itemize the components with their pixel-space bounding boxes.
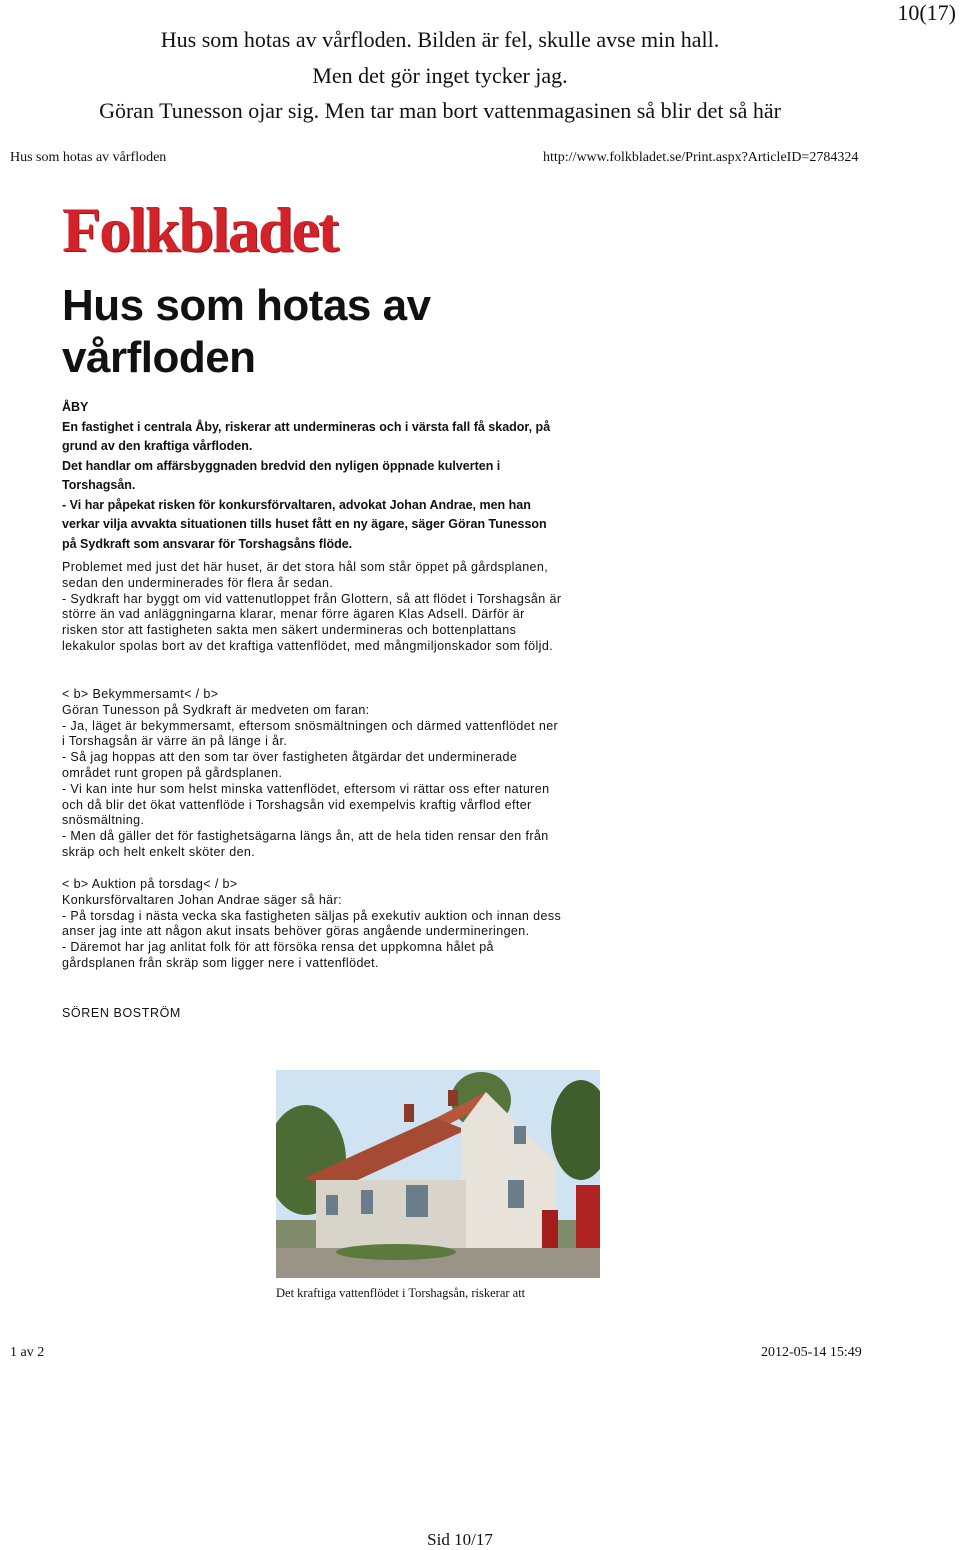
article-body-section-3 xyxy=(62,877,562,972)
body-paragraph: Problemet med just det här huset, är det stora hål som står öppet på gårdsplanen, sedan den underminerades för flera år sedan. xyxy=(62,560,549,590)
lead-paragraph: - Vi har påpekat risken för konkursförvaltaren, advokat Johan Andrae, men han verkar vilja avvakta situationen tills huset fått en ny ägare, säger Göran Tunesson på Sydkraft som ansvarar för Torshagsåns flöde. xyxy=(62,497,547,551)
note-line-2: Men det gör inget tycker jag. xyxy=(312,63,568,88)
print-footer-page: 1 av 2 xyxy=(10,1345,45,1360)
lead-paragraph: Det handlar om affärsbyggnaden bredvid den nyligen öppnade kulverten i Torshagsån. xyxy=(62,458,501,492)
body-paragraph: Göran Tunesson på Sydkraft är medveten om faran: xyxy=(62,702,370,717)
note-line-1: Hus som hotas av vårfloden. Bilden är fel, skulle avse min hall. xyxy=(160,27,720,52)
article-byline: SÖREN BOSTRÖM xyxy=(62,1006,181,1020)
note-line-3: Göran Tunesson ojar sig. Men tar man bort vattenmagasinen så blir det så här xyxy=(99,98,781,123)
headline-line-2: vårfloden xyxy=(62,333,256,382)
document-page-footer: Sid 10/17 xyxy=(427,1530,493,1549)
body-paragraph: - Så jag hoppas att den som tar över fastigheten åtgärdar det underminerade området runt gropen på gårdsplanen. xyxy=(62,750,518,780)
folkbladet-logo: Folkbladet xyxy=(62,194,338,265)
section-subheading: < b> Auktion på torsdag< / b> xyxy=(62,877,238,891)
body-paragraph: Konkursförvaltaren Johan Andrae säger så här: xyxy=(62,892,342,907)
body-paragraph: - På torsdag i nästa vecka ska fastigheten säljas på exekutiv auktion och innan dess anser jag inte att någon akut insats behöver göras angående undermineringen. xyxy=(62,908,562,939)
photo-caption: Det kraftiga vattenflödet i Torshagsån, riskerar att xyxy=(276,1286,526,1300)
body-paragraph: - Sydkraft har byggt om vid vattenutloppet från Glottern, så att flödet i Torshagsån är större än vad anläggningarna klarar, menar förre ägaren Klas Adsell. Därför är risken stor att fastigheten sakta men säkert undermineras och bottenplattans lekakulor spolas bort av det kraftiga vattenflödet, med mångmiljonskador som följd. xyxy=(62,591,562,653)
body-paragraph: - Ja, läget är bekymmersamt, eftersom snösmältningen och därmed vattenflödet ner i Torshagsån är värre än på länge i år. xyxy=(62,718,559,749)
print-header-title: Hus som hotas av vårfloden xyxy=(10,150,167,165)
article-body-section-2 xyxy=(62,687,562,861)
body-paragraph: - Vi kan inte hur som helst minska vattenflödet, eftersom vi rättar oss efter naturen och då blir det ökat vattenflöde i Torshagsån vid exempelvis kraftig vårflod efter snösmältning. xyxy=(62,781,550,828)
section-subheading: < b> Bekymmersamt< / b> xyxy=(62,687,219,701)
body-paragraph: - Däremot har jag anlitat folk för att försöka rensa det uppkomna hålet på gårdsplanen från skräp som ligger nere i vattenflödet. xyxy=(62,940,494,970)
print-header-url[interactable]: http://www.folkbladet.se/Print.aspx?ArticleID=2784324 xyxy=(543,150,859,165)
lead-paragraph: En fastighet i centrala Åby, riskerar att undermineras och i värsta fall få skador, på grund av den kraftiga vårfloden. xyxy=(62,419,551,453)
article-body-section-1 xyxy=(62,560,562,655)
print-footer-datetime: 2012-05-14 15:49 xyxy=(761,1345,862,1360)
article-headline xyxy=(62,280,562,384)
body-paragraph: - Men då gäller det för fastighetsägarna längs ån, att de hela tiden rensar den från skräp och helt enkelt sköter den. xyxy=(62,829,549,859)
headline-line-1: Hus som hotas av xyxy=(62,281,431,330)
page-number: 10(17) xyxy=(897,0,956,25)
house-photo xyxy=(276,1070,600,1278)
article-lead xyxy=(62,398,562,554)
article-location: ÅBY xyxy=(62,400,89,414)
